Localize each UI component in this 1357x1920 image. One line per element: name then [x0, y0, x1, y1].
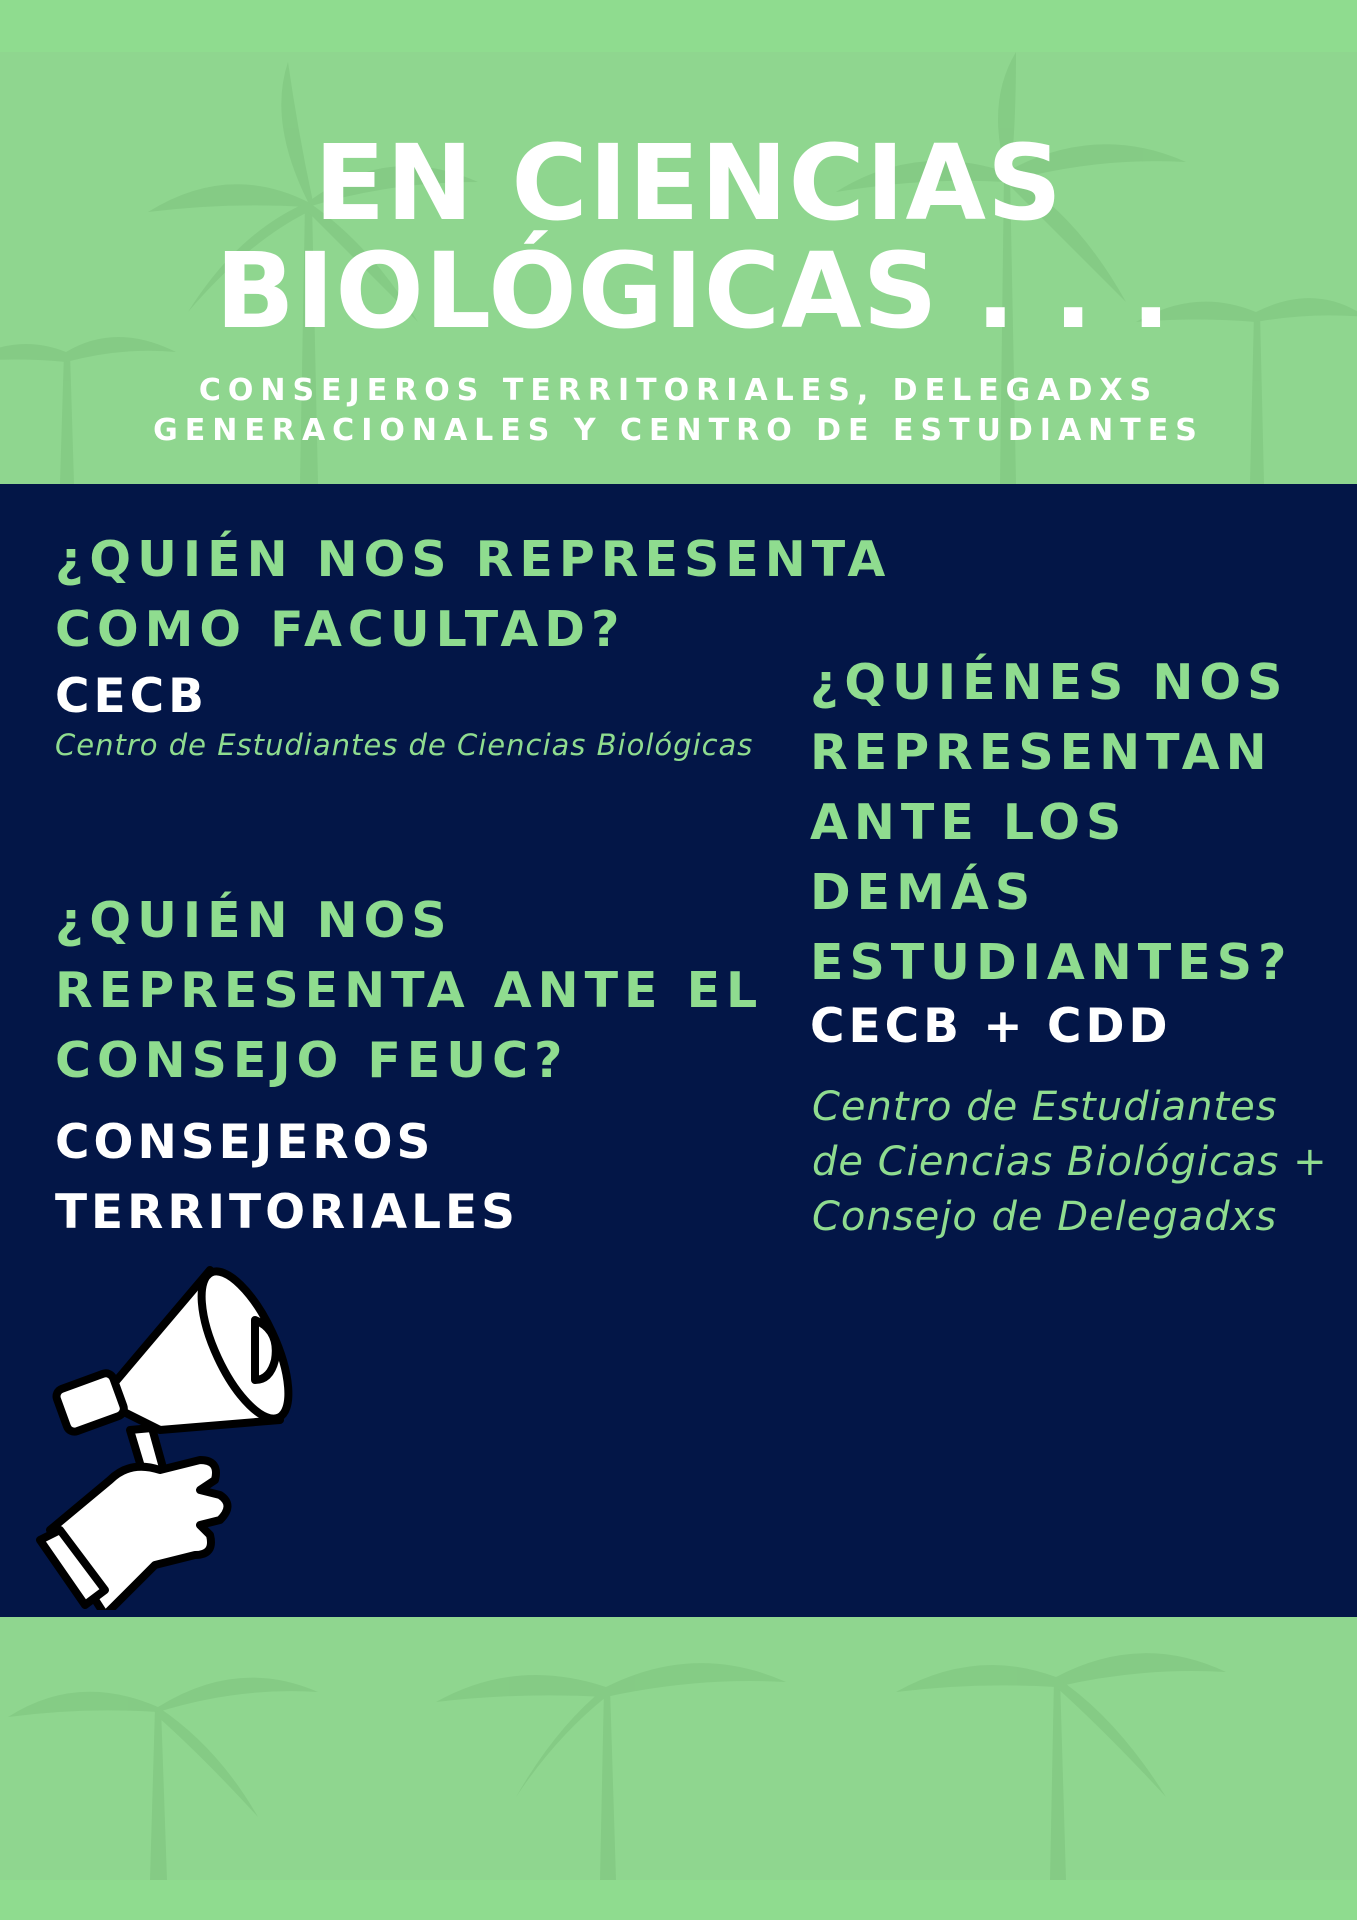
- subtitle-line-1: CONSEJEROS TERRITORIALES, DELEGADXS: [198, 373, 1159, 408]
- answer-faculty: CECB: [55, 669, 208, 724]
- answer-feuc-line-2: TERRITORIALES: [55, 1185, 520, 1240]
- answer-faculty-description: Centro de Estudiantes de Ciencias Biológicas: [55, 728, 754, 762]
- answer-feuc-line-1: CONSEJEROS: [55, 1115, 435, 1170]
- answer-students: CECB + CDD: [810, 999, 1172, 1054]
- question-faculty-line-1: ¿QUIÉN NOS REPRESENTA: [55, 531, 892, 588]
- megaphone-icon: [20, 1250, 300, 1610]
- title-line-1: EN CIENCIAS: [314, 122, 1063, 244]
- question-students-line-4: DEMÁS: [810, 864, 1037, 921]
- footer-band: [0, 1617, 1357, 1920]
- question-students-line-3: ANTE LOS: [810, 794, 1128, 851]
- answer-students-description-line-2: de Ciencias Biológicas +: [812, 1139, 1328, 1185]
- subtitle-line-2: GENERACIONALES Y CENTRO DE ESTUDIANTES: [153, 413, 1204, 448]
- question-feuc-line-1: ¿QUIÉN NOS: [55, 892, 453, 949]
- answer-students-description-line-1: Centro de Estudiantes: [812, 1084, 1278, 1130]
- footer-background: [0, 1617, 1357, 1880]
- question-feuc-line-3: CONSEJO FEUC?: [55, 1032, 569, 1089]
- question-feuc-line-2: REPRESENTA ANTE EL: [55, 962, 764, 1019]
- question-students-line-2: REPRESENTAN: [810, 724, 1273, 781]
- palm-trees-footer-background: [0, 1617, 1357, 1880]
- question-students-line-1: ¿QUIÉNES NOS: [810, 654, 1289, 711]
- answer-students-description-line-3: Consejo de Delegadxs: [812, 1194, 1278, 1240]
- question-students-line-5: ESTUDIANTES?: [810, 934, 1293, 991]
- title-line-2: BIOLÓGICAS . . .: [215, 230, 1172, 352]
- question-faculty-line-2: COMO FACULTAD?: [55, 601, 626, 658]
